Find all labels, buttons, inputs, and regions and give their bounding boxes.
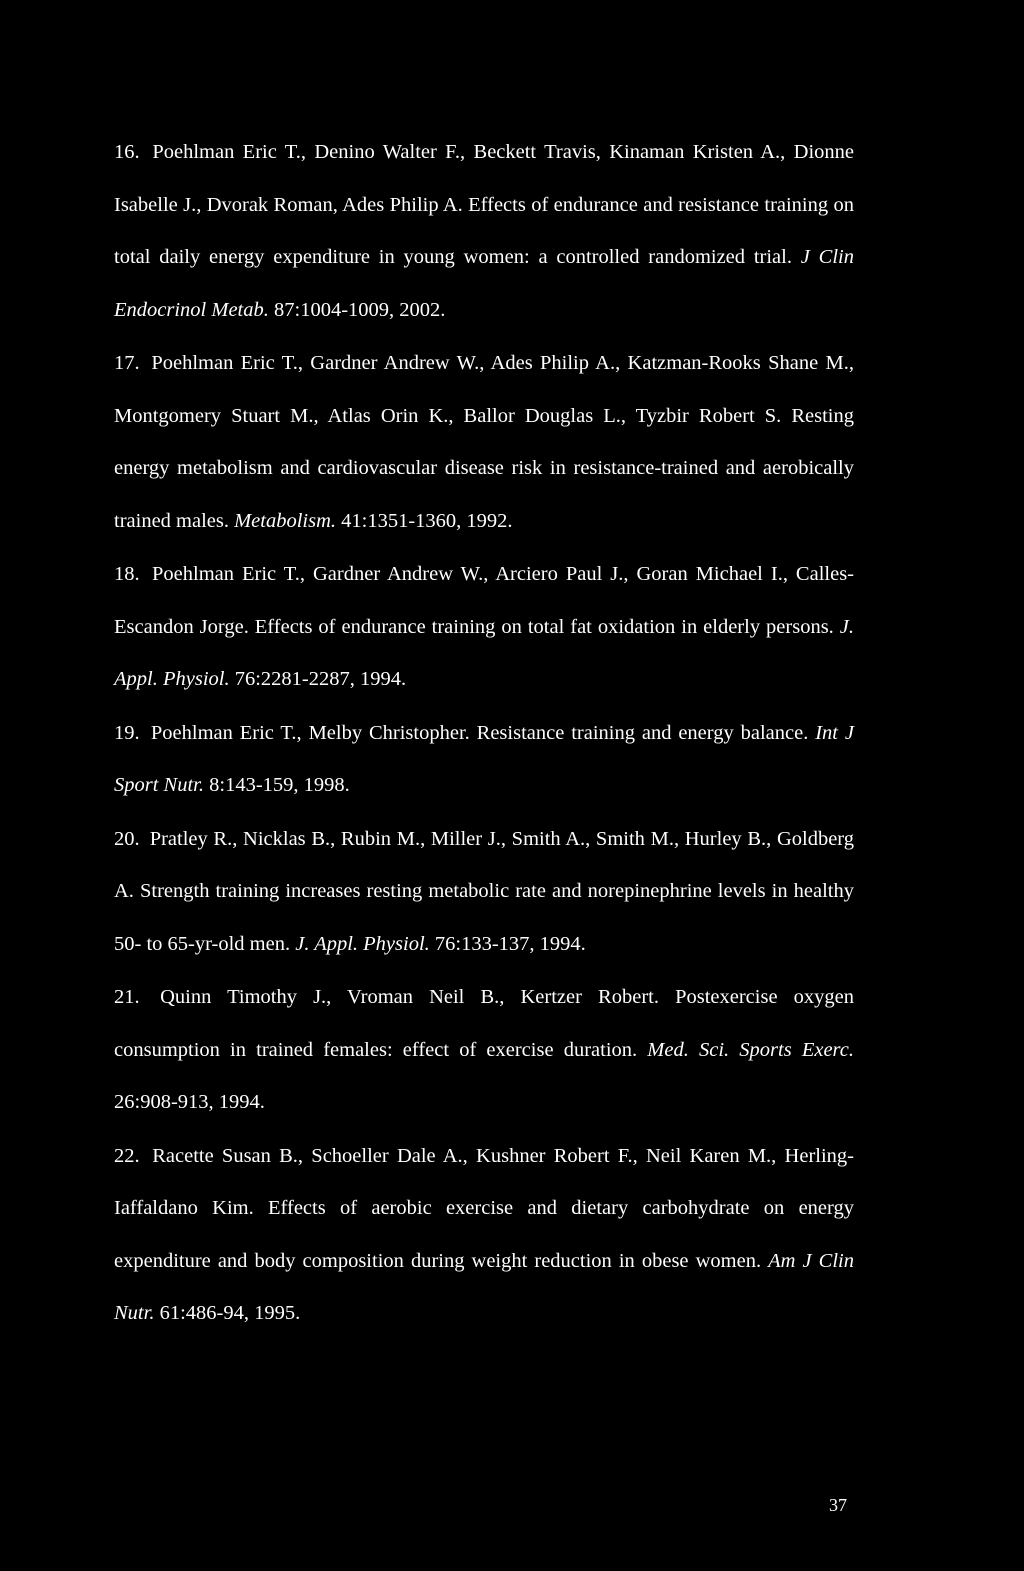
reference-number: 22. xyxy=(114,1144,140,1167)
reference-journal: Am J Clin Nutr. xyxy=(114,1249,854,1324)
page-number: 37 xyxy=(829,1495,847,1515)
reference-journal: Med. Sci. Sports Exerc. xyxy=(647,1038,854,1061)
reference-item-22 xyxy=(114,1130,854,1340)
reference-citation: 76:2281-2287, 1994. xyxy=(234,668,407,690)
reference-text: Poehlman Eric T., Melby Christopher. Resistance training and energy balance. xyxy=(150,721,809,744)
reference-text: Quinn Timothy J., Vroman Neil B., Kertzer Robert. Postexercise oxygen consumption in trained females: effect of exercise duration. xyxy=(114,986,854,1061)
reference-list xyxy=(114,126,854,1341)
reference-journal: Int J Sport Nutr. xyxy=(114,721,854,796)
reference-text: Pratley R., Nicklas B., Rubin M., Miller J., Smith A., Smith M., Hurley B., Goldberg A. Strength training increases resting metabolic rate and norepinephrine levels in healthy 50- to 65-yr-old men. xyxy=(114,827,855,955)
reference-journal: J Clin Endocrinol Metab. xyxy=(114,246,854,321)
reference-number: 18. xyxy=(114,563,140,585)
reference-citation: 61:486-94, 1995. xyxy=(159,1302,301,1324)
reference-journal: J. Appl. Physiol. xyxy=(114,615,855,690)
reference-text: Racette Susan B., Schoeller Dale A., Kushner Robert F., Neil Karen M., Herling-Iaffaldano Kim. Effects of aerobic exercise and dietary carbohydrate on energy expenditure and body composition during weight reduction in obese women. xyxy=(114,1144,854,1272)
reference-journal: Metabolism. xyxy=(234,509,337,532)
reference-number: 17. xyxy=(114,352,140,374)
reference-item-19 xyxy=(114,707,854,812)
reference-citation: 87:1004-1009, 2002. xyxy=(274,298,446,321)
reference-text: Poehlman Eric T., Gardner Andrew W., Ades Philip A., Katzman-Rooks Shane M., Montgomery Stuart M., Atlas Orin K., Ballor Douglas L., Tyzbir Robert S. Resting energy metabolism and cardiovascular disease risk in resistance-trained and aerobically trained males. xyxy=(114,352,854,532)
reference-text: Poehlman Eric T., Gardner Andrew W., Arciero Paul J., Goran Michael I., Calles-Escandon Jorge. Effects of endurance training on total fat oxidation in elderly persons. xyxy=(114,563,855,638)
reference-item-21 xyxy=(114,971,854,1129)
reference-citation: 8:143-159, 1998. xyxy=(209,774,350,796)
reference-item-16 xyxy=(114,126,854,336)
reference-number: 21. xyxy=(114,986,140,1008)
reference-number: 16. xyxy=(114,141,140,163)
reference-number: 19. xyxy=(114,721,140,744)
reference-citation: 26:908-913, 1994. xyxy=(114,1091,265,1113)
reference-number: 20. xyxy=(114,827,140,850)
reference-item-20 xyxy=(114,813,854,971)
reference-text: Poehlman Eric T., Denino Walter F., Beckett Travis, Kinaman Kristen A., Dionne Isabelle J., Dvorak Roman, Ades Philip A. Effects of endurance and resistance training on total daily energy expenditure in young women: a controlled randomized trial. xyxy=(114,141,855,268)
reference-item-18 xyxy=(114,548,854,706)
reference-item-17 xyxy=(114,337,854,547)
reference-citation: 41:1351-1360, 1992. xyxy=(341,509,513,532)
reference-citation: 76:133-137, 1994. xyxy=(434,932,586,955)
reference-journal: J. Appl. Physiol. xyxy=(295,932,430,955)
